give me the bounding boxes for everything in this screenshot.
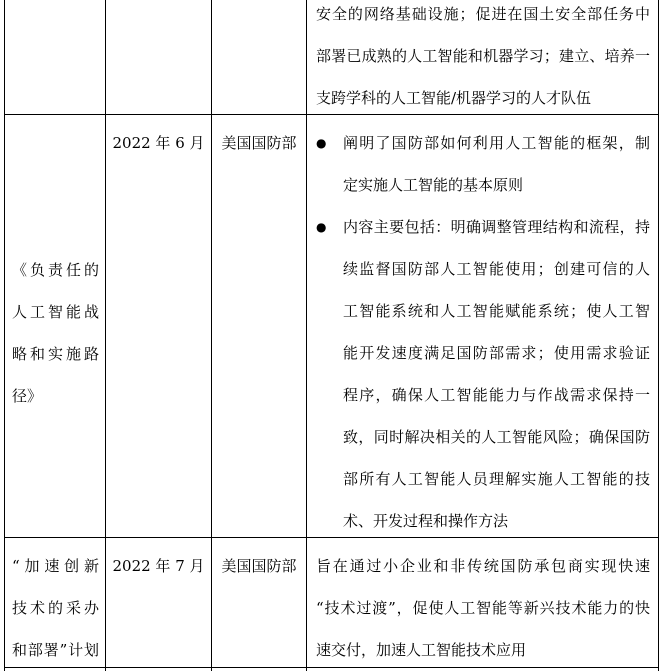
org-text: 美国国防部 — [221, 134, 297, 152]
table-col-divider-3 — [306, 0, 307, 671]
title-line: “加速创新 — [12, 557, 99, 575]
content-line: 部署已成熟的人工智能和机器学习；建立、培养一 — [316, 47, 650, 65]
content-line: 安全的网络基础设施；促进在国土安全部任务中 — [316, 5, 650, 23]
content-line: 阐明了国防部如何利用人工智能的框架，制 — [343, 134, 650, 152]
row2-title — [12, 545, 99, 671]
org-text: 美国国防部 — [221, 557, 297, 575]
content-line: 程序，确保人工智能能力与作战需求保持一 — [343, 386, 650, 404]
content-line: 工智能系统和人工智能赋能系统；使人工智 — [343, 302, 650, 320]
content-line: 致，同时解决相关的人工智能风险；确保国防 — [343, 428, 650, 446]
content-line: 速交付，加速人工智能技术应用 — [316, 641, 527, 659]
row1-title — [12, 249, 99, 417]
content-line: 支跨学科的人工智能/机器学习的人才队伍 — [316, 89, 592, 107]
content-line: 续监督国防部人工智能使用；创建可信的人 — [343, 260, 650, 278]
row1-date — [106, 122, 211, 164]
top-row-content — [316, 0, 650, 119]
bullet-item — [310, 122, 650, 206]
table-border-right — [658, 0, 659, 671]
title-line: 略和实施路 — [12, 345, 99, 363]
content-line: 术、开发过程和操作方法 — [343, 512, 509, 530]
title-line: 技术的采办 — [12, 599, 99, 617]
bullet-icon: ● — [316, 136, 327, 150]
title-line: 人工智能战 — [12, 303, 99, 321]
row2-org — [212, 545, 306, 587]
title-line: 《负责任的 — [12, 261, 99, 279]
content-line: 部所有人工智能人员理解实施人工智能的技 — [343, 470, 650, 488]
bullet-icon: ● — [316, 220, 327, 234]
content-line: 能开发速度满足国防部需求；使用需求验证 — [343, 344, 650, 362]
content-line: 旨在通过小企业和非传统国防承包商实现快速 — [316, 557, 650, 575]
content-line: 定实施人工智能的基本原则 — [343, 176, 524, 194]
title-line: 径》 — [12, 387, 43, 405]
table-border-left — [4, 0, 5, 671]
content-line: 内容主要包括：明确调整管理结构和流程，持 — [343, 218, 650, 236]
row1-org — [212, 122, 306, 164]
row2-date — [106, 545, 211, 587]
row1-content — [310, 122, 650, 542]
date-text: 2022 年 6 月 — [112, 134, 205, 152]
bullet-item — [310, 206, 650, 542]
date-text: 2022 年 7 月 — [112, 557, 205, 575]
row2-content — [316, 545, 650, 671]
title-line: 和部署”计划 — [12, 641, 99, 659]
content-line: “技术过渡”，促使人工智能等新兴技术能力的快 — [316, 599, 650, 617]
